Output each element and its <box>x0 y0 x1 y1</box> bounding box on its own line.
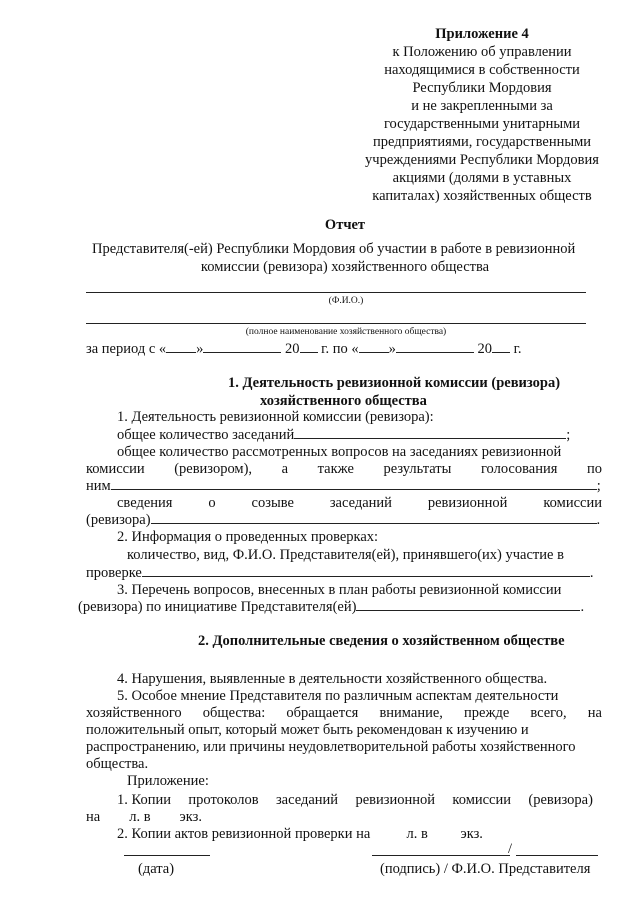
convening-word: сведения <box>117 495 173 511</box>
questions-line3: ним ; <box>86 478 601 494</box>
appendix-reference-line: государственными унитарными <box>383 116 581 132</box>
period-end-month-blank <box>396 340 474 353</box>
questions-word: (ревизором), <box>174 461 253 477</box>
convening-word: ревизионной <box>427 495 508 511</box>
item5-word: хозяйственного <box>86 705 182 721</box>
appendix-reference-line: находящимися в собственности <box>384 62 580 78</box>
meetings-blank <box>294 426 566 439</box>
item5-line2 <box>86 704 602 722</box>
attachments-heading: Приложение: <box>127 773 209 789</box>
item3-line2: (ревизора) по инициативе Представителя(ей) . <box>78 599 585 615</box>
appendix-reference-line: учреждениями Республики Мордовия <box>365 152 599 168</box>
item2: 2. Информация о проведенных проверках: <box>117 529 379 545</box>
appendix-reference-line: акциями (долями в уставных <box>392 170 572 186</box>
item5-word: прежде <box>464 705 510 721</box>
appendix-reference-line: Республики Мордовия <box>412 80 552 96</box>
period-start-day-blank <box>166 340 196 353</box>
item5-line1: 5. Особое мнение Представителя по различным аспектам деятельности <box>117 688 559 704</box>
date-line <box>124 855 210 856</box>
report-title: Отчет <box>324 217 366 233</box>
item5-line4: распространению, или причины неудовлетворительной работы хозяйственного <box>86 739 576 755</box>
item4: 4. Нарушения, выявленные в деятельности хозяйственного общества. <box>117 671 548 687</box>
convening-word: созыве <box>251 495 294 511</box>
item5-word: на <box>587 705 602 721</box>
item5-line3: положительный опыт, который может быть рекомендован к изучению и <box>86 722 529 738</box>
fio-line <box>86 292 586 293</box>
item5-line5: общества. <box>86 756 149 772</box>
checks-blank <box>142 564 590 577</box>
period-start-month-blank <box>203 340 281 353</box>
questions-word: результаты <box>383 461 452 477</box>
convening-line2: (ревизора) . <box>86 512 601 528</box>
questions-word: также <box>317 461 354 477</box>
questions-word: голосования <box>480 461 558 477</box>
convening-word: комиссии <box>543 495 602 511</box>
meetings-count: общее количество заседаний ; <box>117 427 571 443</box>
appendix-title: Приложение 4 <box>435 26 529 42</box>
questions-word: а <box>281 461 289 477</box>
fio-caption: (Ф.И.О.) <box>328 296 364 306</box>
questions-word: комиссии <box>86 461 145 477</box>
checks-line1: количество, вид, Ф.И.О. Представителя(ей), принявшего(их) участие в <box>127 547 564 563</box>
item5-word: внимание, <box>379 705 443 721</box>
attachment1-word: заседаний <box>275 792 339 808</box>
period-end-year-blank <box>492 340 510 353</box>
questions-line1: общее количество рассмотренных вопросов на заседаниях ревизионной <box>117 444 562 460</box>
report-subtitle-line1: Представителя(-ей) Республики Мордовия об участии в работе в ревизионной <box>92 241 576 257</box>
item3-line1: 3. Перечень вопросов, внесенных в план работы ревизионной комиссии <box>117 582 562 598</box>
attachment1-word: ревизионной <box>355 792 436 808</box>
convening-word: о <box>208 495 216 511</box>
appendix-reference-line: предприятиями, государственными <box>372 134 592 150</box>
section2-heading: 2. Дополнительные сведения о хозяйственном обществе <box>198 633 565 649</box>
item5-word: всего, <box>530 705 567 721</box>
signature-label: (подпись) / Ф.И.О. Представителя <box>380 861 591 877</box>
company-caption: (полное наименование хозяйственного общества) <box>245 327 447 337</box>
attachment1-word: комиссии <box>452 792 512 808</box>
convening-blank <box>151 511 597 524</box>
appendix-reference-line: к Положению об управлении <box>392 44 572 60</box>
convening-line1 <box>117 494 602 512</box>
attachment2: 2. Копии актов ревизионной проверки на л. в экз. <box>117 826 483 842</box>
date-label: (дата) <box>138 861 175 877</box>
item5-word: обращается <box>286 705 359 721</box>
signature-slash: / <box>508 841 513 857</box>
fio-signature-line <box>516 855 598 856</box>
checks-line2: проверке . <box>86 565 594 581</box>
period-line: за период с « » 20 г. по « » 20 г. <box>86 341 522 357</box>
convening-word: заседаний <box>329 495 392 511</box>
attachment1-word: (ревизора) <box>528 792 593 808</box>
signature-line <box>372 855 510 856</box>
period-start-year-blank <box>300 340 318 353</box>
item5-word: общества: <box>202 705 266 721</box>
appendix-reference-line: и не закрепленными за <box>411 98 553 114</box>
questions-word: по <box>586 461 602 477</box>
report-subtitle-line2: комиссии (ревизора) хозяйственного общества <box>200 259 490 275</box>
attachment1-word: протоколов <box>188 792 259 808</box>
questions-line2 <box>86 460 602 478</box>
section1-heading-line1: 1. Деятельность ревизионной комиссии (ревизора) <box>228 375 561 391</box>
attachment1-line2: на л. в экз. <box>86 809 202 825</box>
section1-heading-line2: хозяйственного общества <box>260 393 427 409</box>
period-end-day-blank <box>359 340 389 353</box>
attachment1-line1 <box>117 791 593 809</box>
initiative-blank <box>356 598 580 611</box>
voting-results-blank <box>111 477 597 490</box>
attachment1-word: 1. Копии <box>117 792 171 808</box>
item1: 1. Деятельность ревизионной комиссии (ревизора): <box>117 409 434 425</box>
company-line <box>86 323 586 324</box>
appendix-reference-line: капиталах) хозяйственных обществ <box>372 188 592 204</box>
